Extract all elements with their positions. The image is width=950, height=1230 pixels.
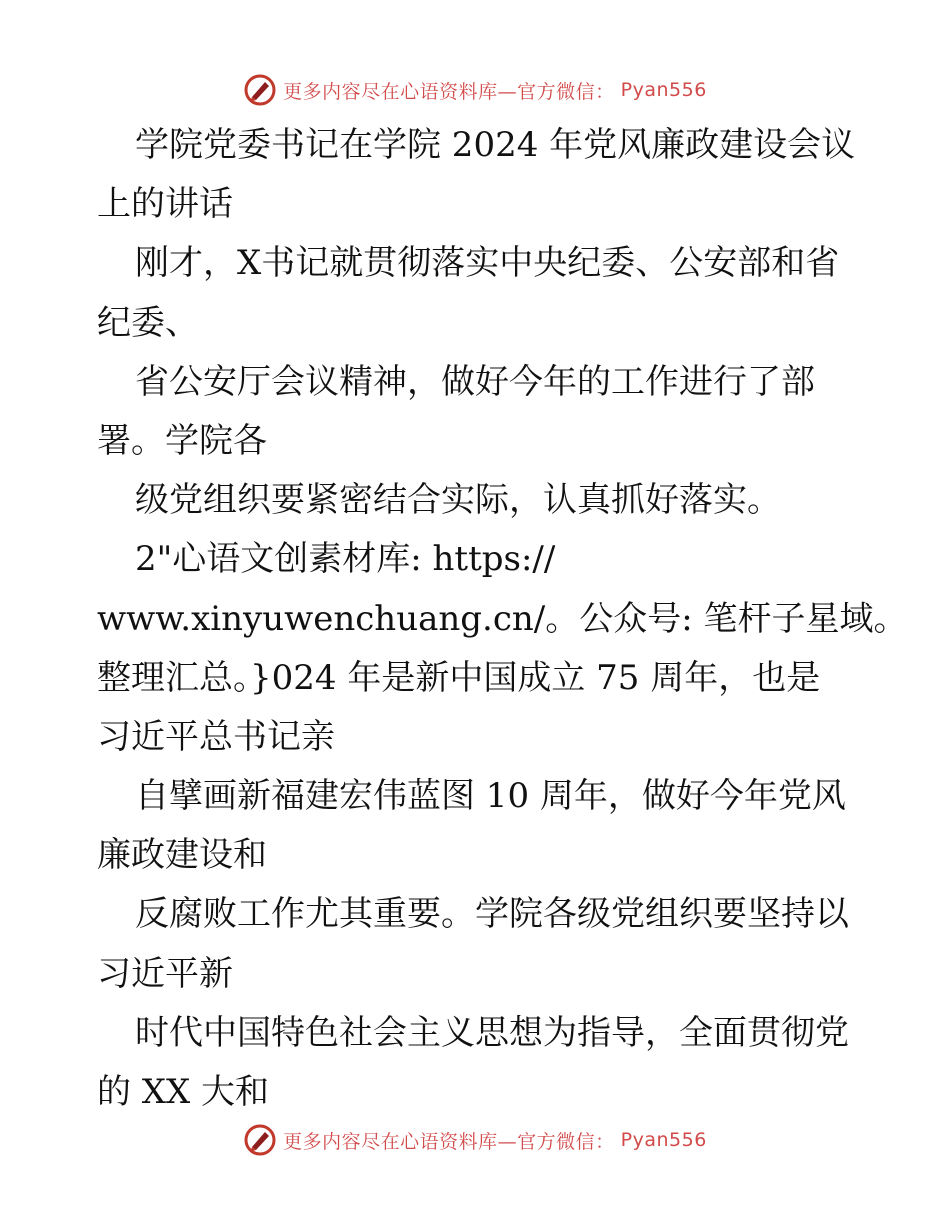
text-line: 整理汇总。}024 年是新中国成立 75 周年，也是 (97, 657, 821, 698)
text-line: 自擘画新福建宏伟蓝图 10 周年，做好今年党风 (135, 776, 846, 817)
pen-logo-icon (243, 1123, 277, 1157)
text-line: 2"心语文创素材库: https:// (135, 539, 556, 580)
text-line: 时代中国特色社会主义思想为指导，全面贯彻党 (135, 1012, 849, 1053)
document-body (97, 116, 908, 1122)
wechat-id: Pyan556 (620, 79, 707, 101)
text-line: 省公安厅会议精神，做好今年的工作进行了部 (135, 361, 815, 402)
text-line: 纪委、 (97, 302, 199, 343)
text-line: 刚才，X书记就贯彻落实中央纪委、公安部和省 (135, 243, 840, 284)
text-line: 上的讲话 (97, 184, 233, 225)
text-line: 廉政建设和 (97, 835, 267, 876)
banner-text: 更多内容尽在心语资料库—官方微信： (283, 80, 615, 103)
text-line: 的 XX 大和 (97, 1072, 270, 1112)
header-banner (0, 70, 950, 110)
text-line: 习近平总书记亲 (97, 716, 335, 757)
text-line: 反腐败工作尤其重要。学院各级党组织要坚持以 (135, 894, 849, 935)
text-line: 级党组织要紧密结合实际，认真抓好落实。 (135, 480, 781, 521)
wechat-id: Pyan556 (620, 1129, 707, 1151)
text-line: 学院党委书记在学院 2024 年党风廉政建设会议 (135, 125, 856, 165)
text-line: 习近平新 (97, 953, 233, 994)
text-line: www.xinyuwenchuang.cn/。公众号: 笔杆子星域。 (97, 598, 908, 639)
pen-logo-icon (243, 73, 277, 107)
banner-text: 更多内容尽在心语资料库—官方微信： (283, 1130, 615, 1153)
text-line: 署。学院各 (97, 420, 267, 461)
footer-banner (0, 1120, 950, 1160)
